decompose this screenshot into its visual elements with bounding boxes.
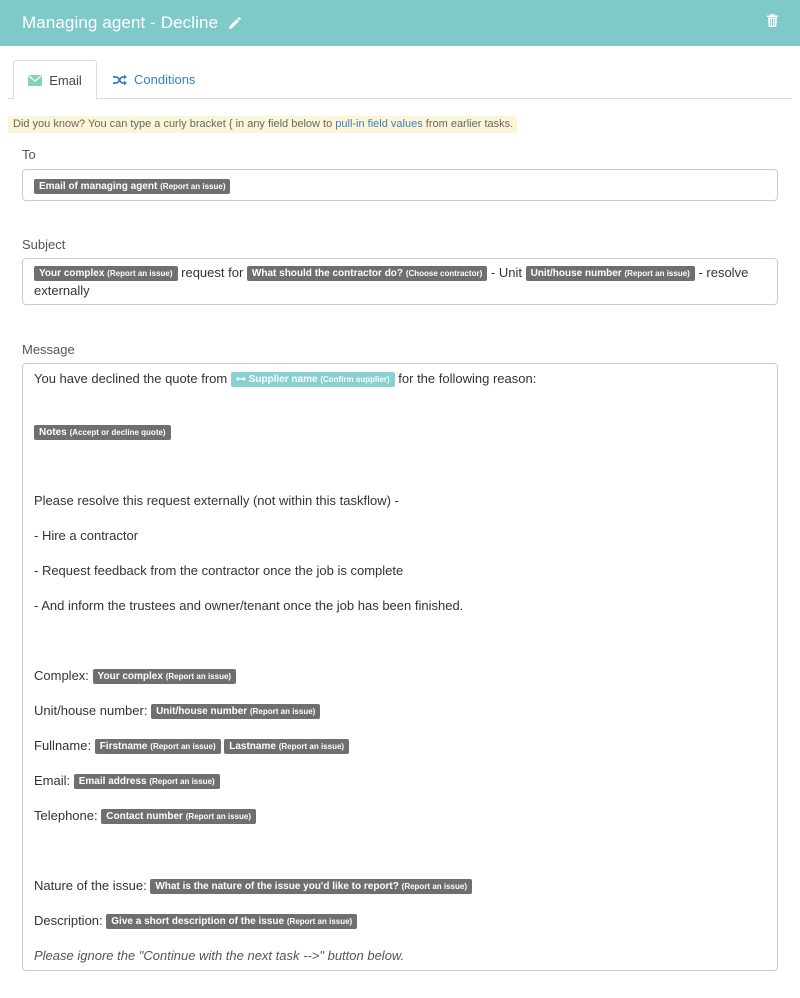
subject-field[interactable] — [22, 258, 778, 305]
tag-source: (Report an issue) — [624, 269, 690, 278]
field-tag[interactable] — [34, 179, 230, 194]
message-field[interactable] — [22, 363, 778, 971]
tag-name: Firstname — [99, 741, 148, 752]
field-tag[interactable] — [95, 739, 221, 754]
message-text: Fullname: — [34, 738, 92, 753]
tag-name: Email address — [78, 776, 147, 787]
tag-source: (Report an issue) — [150, 742, 216, 751]
field-tag[interactable] — [74, 774, 220, 789]
hint-banner — [8, 116, 517, 133]
to-label: To — [22, 147, 36, 162]
tag-source: (Report an issue) — [401, 882, 467, 891]
field-tag[interactable] — [34, 266, 178, 281]
field-tag[interactable] — [106, 914, 357, 929]
tag-source: (Report an issue) — [149, 777, 215, 786]
tab-email-label: Email — [49, 72, 82, 88]
trash-icon[interactable] — [767, 14, 778, 27]
tag-name: Your complex — [97, 671, 163, 682]
task-header — [0, 0, 800, 46]
tab-bar — [8, 59, 792, 99]
tag-source: (Report an issue) — [160, 182, 226, 191]
message-line — [34, 737, 349, 755]
message-text: You have declined the quote from — [34, 371, 228, 386]
message-line — [34, 702, 320, 720]
field-tag[interactable] — [151, 704, 320, 719]
tag-name: What is the nature of the issue you'd like to report? — [155, 881, 399, 892]
field-tag[interactable] — [34, 425, 171, 440]
message-text: Description: — [34, 913, 103, 928]
tag-source: (Report an issue) — [278, 742, 345, 751]
message-line: Please resolve this request externally (not within this taskflow) - — [34, 493, 399, 508]
supplier-tag[interactable] — [231, 372, 395, 387]
field-tag[interactable] — [150, 879, 472, 894]
field-tag[interactable] — [224, 739, 349, 754]
tag-name: Your complex — [39, 268, 105, 279]
message-line — [34, 423, 171, 441]
tag-name: Email of managing agent — [39, 181, 158, 192]
tag-name: Lastname — [229, 741, 276, 752]
subject-text: externally — [34, 283, 90, 298]
subject-text: - Unit — [490, 265, 522, 280]
tag-source: (Accept or decline quote) — [69, 428, 166, 437]
task-title[interactable]: Managing agent - Decline — [22, 13, 219, 32]
pull-in-field-values-link[interactable]: pull-in field values — [335, 118, 423, 130]
message-text: Unit/house number: — [34, 703, 148, 718]
tab-conditions-label: Conditions — [134, 72, 196, 87]
message-line — [34, 807, 256, 825]
tag-source: (Report an issue) — [249, 707, 316, 716]
field-tag[interactable] — [247, 266, 487, 281]
envelope-icon — [28, 75, 42, 86]
message-text: Complex: — [34, 668, 89, 683]
subject-text: - resolve — [698, 265, 749, 280]
hint-suffix: from earlier tasks. — [425, 118, 514, 130]
to-field[interactable] — [22, 169, 778, 201]
tab-conditions[interactable] — [113, 60, 195, 99]
tag-name: Unit/house number — [156, 706, 248, 717]
tag-name: Notes — [39, 427, 67, 438]
hint-text: Did you know? You can type a curly bracket { in any field below to — [13, 118, 333, 130]
message-text: Email: — [34, 773, 71, 788]
tag-source: (Report an issue) — [107, 269, 173, 278]
message-label: Message — [22, 342, 75, 357]
message-line: - Request feedback from the contractor once the job is complete — [34, 563, 404, 578]
message-text: Nature of the issue: — [34, 878, 147, 893]
message-line — [34, 912, 357, 930]
shuffle-icon — [113, 74, 127, 86]
tag-source: (Confirm supplier) — [320, 375, 390, 384]
message-line — [34, 370, 536, 388]
field-tag[interactable] — [526, 266, 695, 281]
tag-name: Unit/house number — [530, 268, 622, 279]
message-line — [34, 772, 220, 790]
message-line: - And inform the trustees and owner/tenant once the job has been finished. — [34, 598, 464, 613]
tab-email[interactable] — [13, 60, 97, 100]
link-icon: ⊶ — [235, 374, 246, 385]
message-line — [34, 877, 472, 895]
message-line: - Hire a contractor — [34, 528, 139, 543]
field-tag[interactable] — [93, 669, 237, 684]
field-tag[interactable] — [101, 809, 256, 824]
message-line — [34, 667, 236, 685]
subject-label: Subject — [22, 237, 66, 252]
tag-name: Give a short description of the issue — [111, 916, 285, 927]
message-text: Telephone: — [34, 808, 98, 823]
tag-source: (Report an issue) — [185, 812, 252, 821]
message-line: Please ignore the "Continue with the next task -->" button below. — [34, 948, 405, 963]
tag-source: (Report an issue) — [286, 917, 353, 926]
message-text: for the following reason: — [398, 371, 537, 386]
subject-text: request for — [181, 265, 244, 280]
tag-name: Supplier name — [248, 374, 318, 385]
pencil-icon[interactable] — [228, 17, 241, 30]
tag-source: (Choose contractor) — [405, 269, 483, 278]
tag-name: Contact number — [106, 811, 183, 822]
tag-source: (Report an issue) — [165, 672, 232, 681]
tag-name: What should the contractor do? — [251, 268, 404, 279]
